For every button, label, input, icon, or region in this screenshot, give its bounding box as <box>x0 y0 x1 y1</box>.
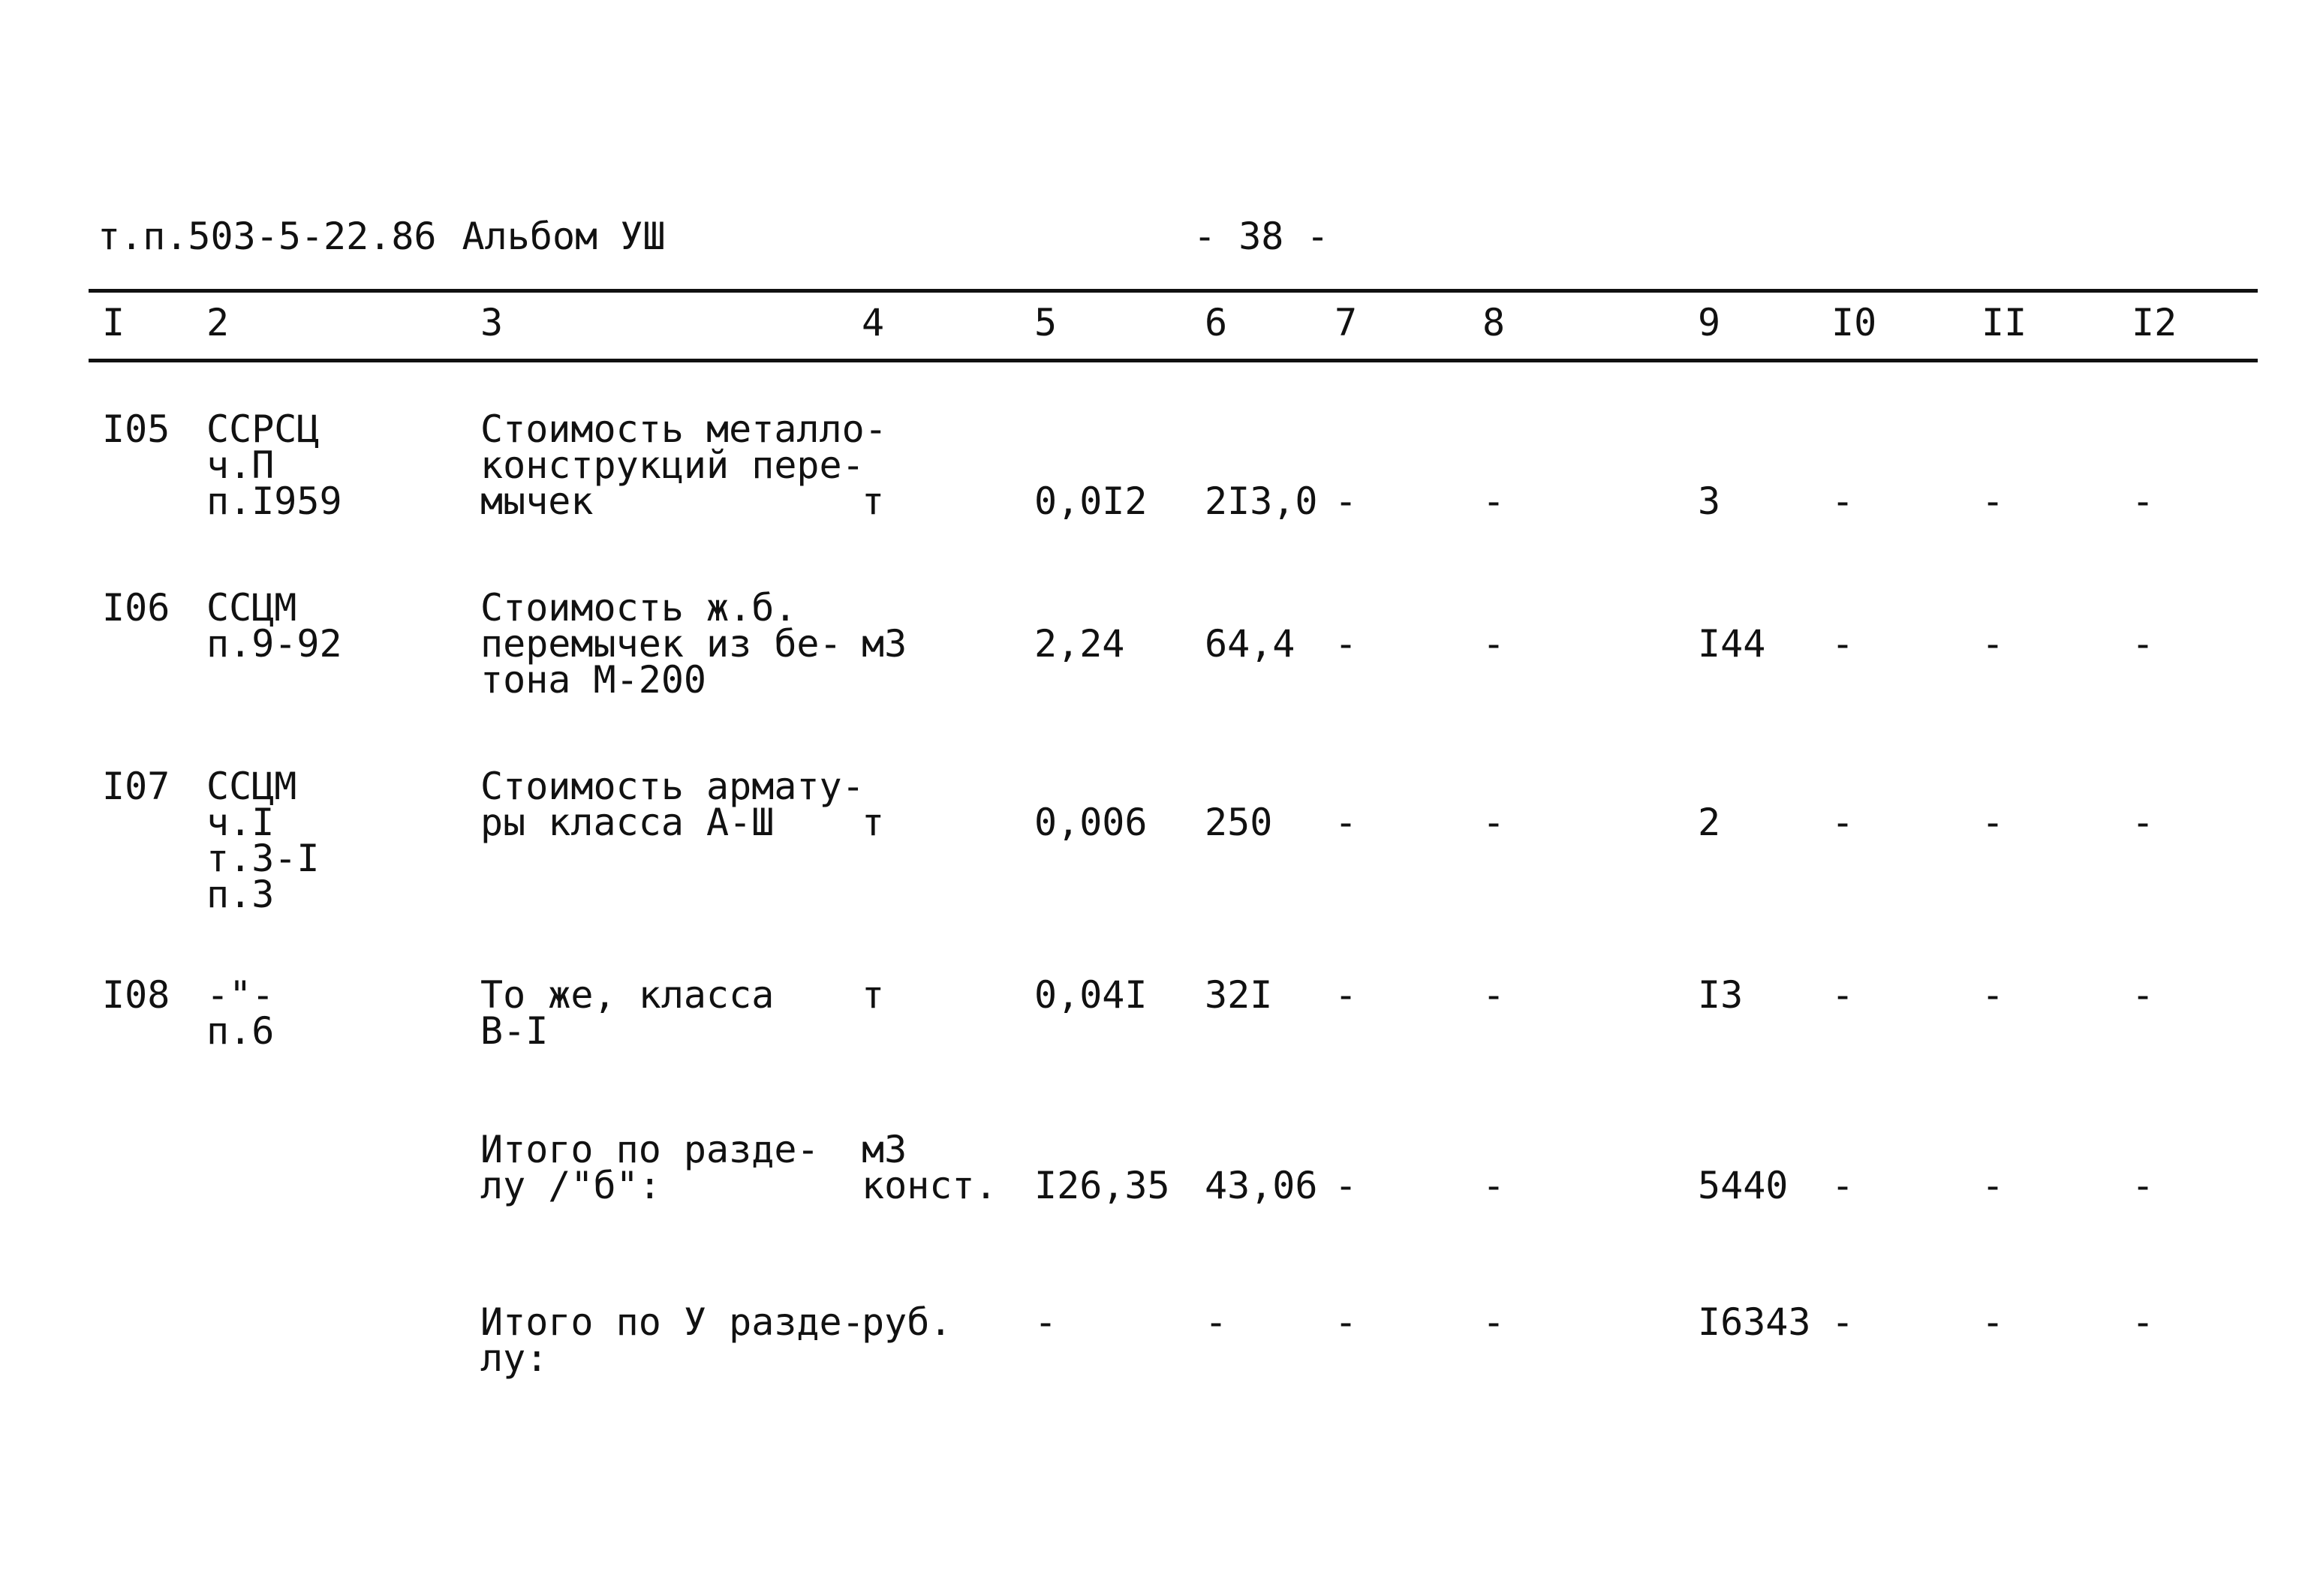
row-name <box>480 973 775 1053</box>
row-unit <box>862 1128 998 1207</box>
row-col11: - <box>1982 622 2005 666</box>
row-unit-line: т <box>862 479 885 523</box>
row-name <box>480 765 865 844</box>
table-header-rule <box>89 359 2258 362</box>
row-col12: - <box>2132 973 2155 1017</box>
row-basis-line: -"- <box>206 973 275 1017</box>
row-basis-line: ч.I <box>206 801 275 844</box>
row-col11: - <box>1982 801 2005 844</box>
row-unit-price: 64,4 <box>1205 622 1295 666</box>
row-col11: - <box>1982 973 2005 1017</box>
row-col8: - <box>1482 973 1506 1017</box>
row-col11: - <box>1982 1164 2005 1207</box>
row-total: 3 <box>1698 479 1721 523</box>
row-unit <box>862 479 885 523</box>
row-basis-line: ССЦМ <box>206 765 297 808</box>
row-col12: - <box>2132 622 2155 666</box>
row-unit <box>862 973 885 1017</box>
row-col10: - <box>1831 1164 1855 1207</box>
row-unit-price: 250 <box>1205 801 1273 844</box>
row-name-line: лу: <box>480 1336 549 1380</box>
row-col12: - <box>2132 801 2155 844</box>
row-basis-line: п.3 <box>206 873 275 916</box>
column-number-5: 5 <box>1034 301 1058 344</box>
row-name-line: ры класса А-Ш <box>480 801 775 844</box>
row-unit-price: - <box>1205 1300 1228 1344</box>
document-header <box>98 214 665 259</box>
row-unit-price: 43,06 <box>1205 1164 1318 1207</box>
row-name-line: перемычек из бе- <box>480 622 842 666</box>
row-col10: - <box>1831 622 1855 666</box>
row-unit-price: 32I <box>1205 973 1273 1017</box>
row-col8: - <box>1482 1164 1506 1207</box>
row-name-line: лу /"б": <box>480 1164 661 1207</box>
row-col7: - <box>1335 1164 1358 1207</box>
row-total: I3 <box>1698 973 1744 1017</box>
row-col8: - <box>1482 801 1506 844</box>
row-basis-line: п.I959 <box>206 479 342 523</box>
row-basis <box>206 407 342 523</box>
row-col11: - <box>1982 1300 2005 1344</box>
page-number: - 38 - <box>1193 215 1329 258</box>
row-unit-line: конст. <box>862 1164 998 1207</box>
column-number-9: 9 <box>1698 301 1721 344</box>
row-unit-line: руб. <box>862 1300 952 1344</box>
row-name-line: Стоимость металло- <box>480 407 887 451</box>
row-unit-line: м3 <box>862 622 907 666</box>
column-number-7: 7 <box>1335 301 1358 344</box>
row-total: 5440 <box>1698 1164 1789 1207</box>
row-unit-line: т <box>862 973 885 1017</box>
column-number-6: 6 <box>1205 301 1228 344</box>
row-col12: - <box>2132 479 2155 523</box>
row-total: I6343 <box>1698 1300 1811 1344</box>
row-col12: - <box>2132 1300 2155 1344</box>
row-unit <box>862 801 885 844</box>
column-number-1: I <box>102 301 125 344</box>
column-number-11: II <box>1982 301 2027 344</box>
row-unit-line: м3 <box>862 1128 907 1171</box>
row-basis <box>206 765 320 916</box>
row-number: I05 <box>102 407 170 451</box>
row-number: I07 <box>102 765 170 808</box>
row-col7: - <box>1335 801 1358 844</box>
row-col7: - <box>1335 622 1358 666</box>
column-number-3: 3 <box>480 301 504 344</box>
row-col11: - <box>1982 479 2005 523</box>
row-unit <box>862 1300 952 1344</box>
row-basis-line: ССРСЦ <box>206 407 320 451</box>
row-basis-line: т.3-I <box>206 837 320 880</box>
row-col7: - <box>1335 479 1358 523</box>
row-unit-price: 2I3,0 <box>1205 479 1318 523</box>
row-col12: - <box>2132 1164 2155 1207</box>
document-reference: т.п.503-5-22.86 <box>98 215 437 258</box>
row-quantity: I26,35 <box>1034 1164 1170 1207</box>
row-name-line: Итого по разде- <box>480 1128 820 1171</box>
row-total: I44 <box>1698 622 1766 666</box>
row-name-line: мычек <box>480 479 594 523</box>
row-col8: - <box>1482 622 1506 666</box>
column-number-2: 2 <box>206 301 230 344</box>
row-name-line: То же, класса <box>480 973 775 1017</box>
album-label: Альбом УШ <box>462 215 666 258</box>
row-col7: - <box>1335 973 1358 1017</box>
row-col10: - <box>1831 973 1855 1017</box>
row-basis <box>206 586 342 666</box>
row-quantity: 0,04I <box>1034 973 1148 1017</box>
column-number-12: I2 <box>2132 301 2177 344</box>
row-name <box>480 1128 820 1207</box>
row-quantity: 0,0I2 <box>1034 479 1148 523</box>
row-basis-line: п.6 <box>206 1009 275 1053</box>
column-number-4: 4 <box>862 301 885 344</box>
row-col10: - <box>1831 801 1855 844</box>
row-number: I08 <box>102 973 170 1017</box>
row-quantity: 2,24 <box>1034 622 1125 666</box>
row-col7: - <box>1335 1300 1358 1344</box>
row-number: I06 <box>102 586 170 630</box>
row-name-line: тона М-200 <box>480 658 707 702</box>
row-name <box>480 407 887 523</box>
row-col10: - <box>1831 479 1855 523</box>
row-quantity: 0,006 <box>1034 801 1148 844</box>
row-basis-line: ССЦМ <box>206 586 297 630</box>
column-number-10: I0 <box>1831 301 1877 344</box>
row-unit-line: т <box>862 801 885 844</box>
column-number-8: 8 <box>1482 301 1506 344</box>
row-col10: - <box>1831 1300 1855 1344</box>
row-col8: - <box>1482 1300 1506 1344</box>
row-basis-line: п.9-92 <box>206 622 342 666</box>
row-name-line: Итого по У разде- <box>480 1300 865 1344</box>
row-basis-line: ч.П <box>206 443 275 487</box>
row-name-line: конструкций пере- <box>480 443 865 487</box>
row-name-line: Стоимость ж.б. <box>480 586 797 630</box>
row-quantity: - <box>1034 1300 1058 1344</box>
row-total: 2 <box>1698 801 1721 844</box>
table-top-rule <box>89 289 2258 293</box>
row-unit <box>862 622 907 666</box>
row-name <box>480 586 842 702</box>
row-basis <box>206 973 275 1053</box>
row-col8: - <box>1482 479 1506 523</box>
row-name <box>480 1300 865 1380</box>
row-name-line: В-I <box>480 1009 549 1053</box>
row-name-line: Стоимость армату- <box>480 765 865 808</box>
